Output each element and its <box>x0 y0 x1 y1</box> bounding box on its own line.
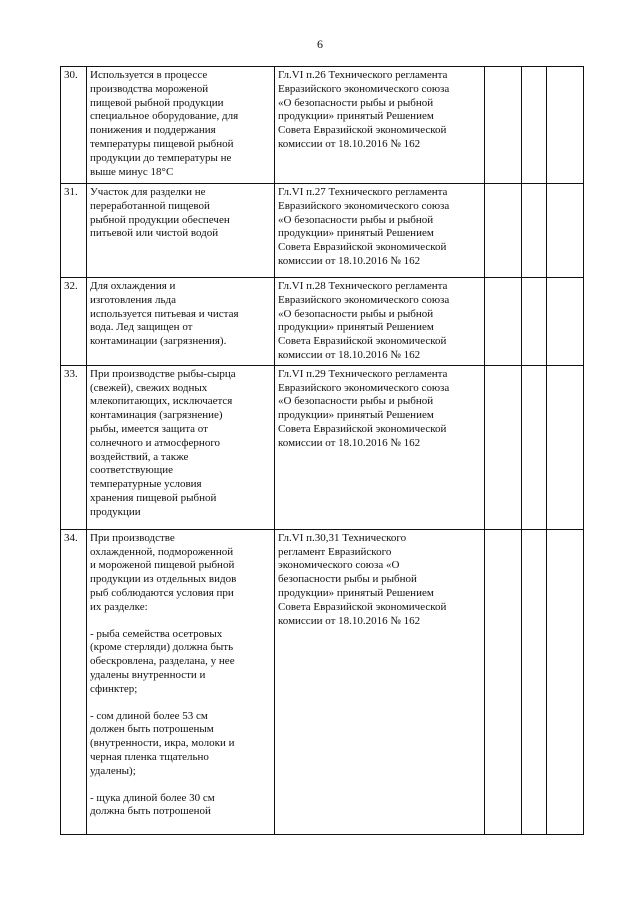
answer-cell-no[interactable] <box>522 278 547 366</box>
answer-cell-no[interactable] <box>522 365 547 529</box>
table-row <box>61 184 584 278</box>
requirement-paragraph: При производстве охлажденной, подмороженной и мороженой пищевой рыбной продукции из отдельных видов рыб соблюдаются условия при их разделке: <box>90 531 237 613</box>
table-row <box>61 278 584 366</box>
answer-cell-yes[interactable] <box>485 278 522 366</box>
answer-cell-no[interactable] <box>522 67 547 184</box>
regulation-reference: Гл.VI п.28 Технического регламента Евразийского экономического союза «О безопасности рыбы и рыбной продукции» принятый Решением Совета Евразийской экономической комиссии от 18.10.2016 № 162 <box>275 278 485 366</box>
requirement-paragraph: - рыба семейства осетровых (кроме стерляди) должна быть обескровлена, разделана, у нее удалены внутренности и сфинктер; <box>90 627 235 695</box>
requirement-text: Участок для разделки не переработанной пищевой рыбной продукции обеспечен питьевой или чистой водой <box>87 184 275 278</box>
regulation-reference: Гл.VI п.30,31 Технического регламент Евразийского экономического союза «О безопасности рыбы и рыбной продукции» принятый Решением Совета Евразийской экономической комиссии от 18.10.2016 № 162 <box>275 529 485 834</box>
requirement-text: Используется в процессе производства мороженой пищевой рыбной продукции специальное оборудование, для понижения и поддержания температуры пищевой рыбной продукции до температуры не выше минус 18°C <box>87 67 275 184</box>
answer-cell-yes[interactable] <box>485 67 522 184</box>
regulation-reference: Гл.VI п.26 Технического регламента Евразийского экономического союза «О безопасности рыбы и рыбной продукции» принятый Решением Совета Евразийской экономической комиссии от 18.10.2016 № 162 <box>275 67 485 184</box>
row-number: 34. <box>61 529 87 834</box>
requirement-text: Для охлаждения и изготовления льда используется питьевая и чистая вода. Лед защищен от контаминации (загрязнения). <box>87 278 275 366</box>
answer-cell-note[interactable] <box>547 184 584 278</box>
requirement-paragraph: - щука длиной более 30 см должна быть потрошеной <box>90 791 215 818</box>
regulation-reference: Гл.VI п.27 Технического регламента Евразийского экономического союза «О безопасности рыбы и рыбной продукции» принятый Решением Совета Евразийской экономической комиссии от 18.10.2016 № 162 <box>275 184 485 278</box>
page-number: 6 <box>317 37 323 51</box>
row-number: 30. <box>61 67 87 184</box>
row-number: 33. <box>61 365 87 529</box>
requirement-text <box>87 529 275 834</box>
answer-cell-no[interactable] <box>522 184 547 278</box>
answer-cell-note[interactable] <box>547 529 584 834</box>
requirement-paragraph: - сом длиной более 53 см должен быть потрошеным (внутренности, икра, молоки и черная пленка тщательно удалены); <box>90 709 235 777</box>
answer-cell-note[interactable] <box>547 278 584 366</box>
answer-cell-yes[interactable] <box>485 365 522 529</box>
table-row <box>61 365 584 529</box>
answer-cell-yes[interactable] <box>485 184 522 278</box>
answer-cell-note[interactable] <box>547 365 584 529</box>
row-number: 31. <box>61 184 87 278</box>
answer-cell-no[interactable] <box>522 529 547 834</box>
answer-cell-yes[interactable] <box>485 529 522 834</box>
table-row <box>61 529 584 834</box>
answer-cell-note[interactable] <box>547 67 584 184</box>
requirements-table <box>60 66 584 835</box>
row-number: 32. <box>61 278 87 366</box>
requirement-text: При производстве рыбы-сырца (свежей), свежих водных млекопитающих, исключается контаминация (загрязнение) рыбы, имеется защита от солнечного и атмосферного воздействий, а также соответствующие температурные условия хранения пищевой рыбной продукции <box>87 365 275 529</box>
regulation-reference: Гл.VI п.29 Технического регламента Евразийского экономического союза «О безопасности рыбы и рыбной продукции» принятый Решением Совета Евразийской экономической комиссии от 18.10.2016 № 162 <box>275 365 485 529</box>
table-row <box>61 67 584 184</box>
